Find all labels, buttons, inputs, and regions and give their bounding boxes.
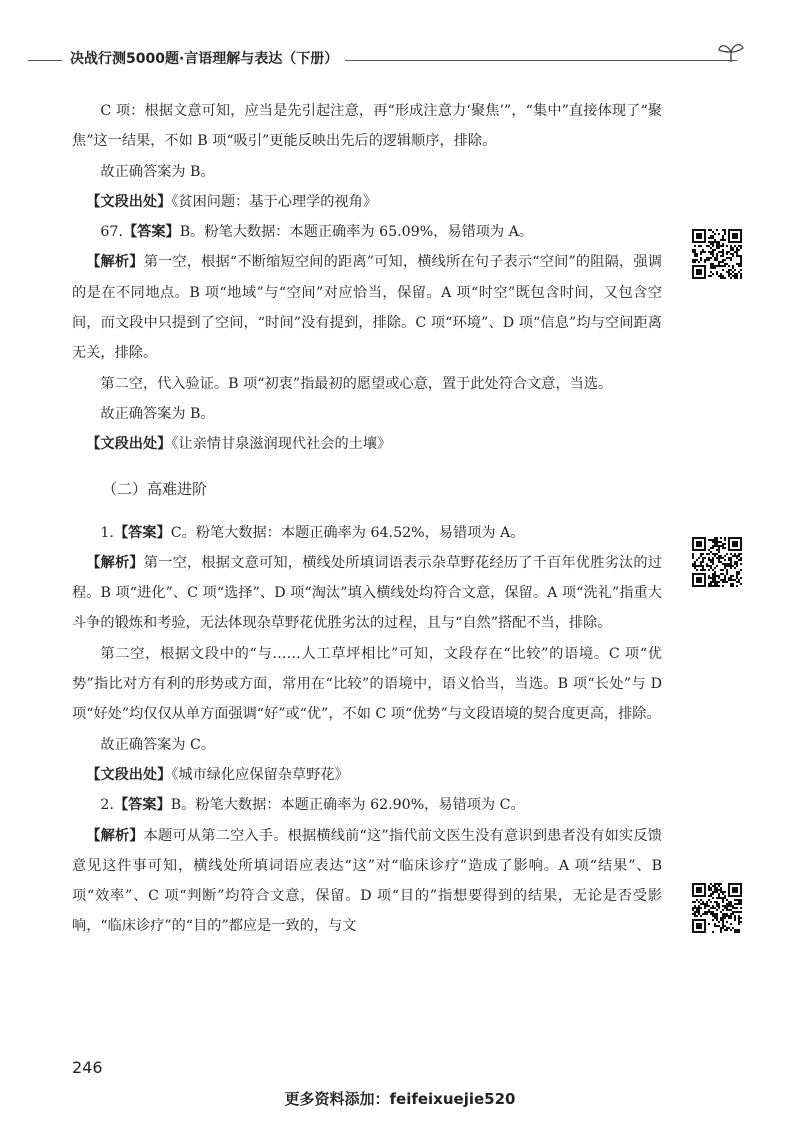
answer-label: 【答案】 [113, 797, 171, 814]
question-number: 1. [100, 524, 114, 541]
paragraph: 故正确答案为 B。 [100, 163, 215, 180]
paragraph: 故正确答案为 B。 [100, 405, 215, 422]
answer-label: 【答案】 [113, 524, 171, 541]
sprout-icon [717, 40, 745, 64]
question-number: 2. [100, 797, 114, 814]
footer-note: 更多资料添加：feifeixuejie520 [284, 1090, 516, 1108]
answer-line: 2.【答案】B。粉笔大数据：本题正确率为 62.90%，易错项为 C。 [100, 797, 525, 814]
question-number: 67. [100, 224, 123, 241]
source-label: 【文段出处】 [86, 436, 172, 453]
section-heading: （二）高难进阶 [102, 479, 208, 498]
paragraph: 第二空，根据文段中的“与……人工草坪相比”可知，文段存在“比较”的语境。C 项“优势”指比对方有利的形势或方面，常用在“比较”的语境中，语义恰当，当选。B 项“长处”与 D 项“好处”均仅仅从单方面强调“好”或“优”，不如 C 项“优势”与文段语境的契合度更高，排除。 [72, 645, 662, 723]
answer-line: 1.【答案】C。粉笔大数据：本题正确率为 64.52%，易错项为 A。 [100, 524, 525, 541]
analysis-label: 【解析】 [86, 254, 144, 271]
header-rule-right [345, 60, 737, 61]
header-title: 决战行测5000题·言语理解与表达（下册） [70, 51, 339, 67]
source-line: 【文段出处】《城市绿化应保留杂草野花》 [86, 766, 349, 783]
analysis-paragraph: 【解析】第一空，根据文意可知，横线处所填词语表示杂草野花经历了千百年优胜劣汰的过程。B 项“进化”、C 项“选择”、D 项“淘汰”填入横线处均符合文意，保留。A 项“洗礼”指重大斗争的锻炼和考验，无法体现杂草野花优胜劣汰的过程，且与“自然”搭配不当，排除。 [72, 554, 662, 632]
page-body [72, 96, 662, 942]
source-label: 【文段出处】 [86, 766, 172, 783]
qr-code-q67[interactable] [692, 229, 742, 279]
source-line: 【文段出处】《让亲情甘泉滋润现代社会的土壤》 [86, 436, 392, 453]
page-number: 246 [72, 1058, 103, 1077]
source-label: 【文段出处】 [86, 193, 172, 210]
paragraph: 第二空，代入验证。B 项“初衷”指最初的愿望或心意，置于此处符合文意，当选。 [100, 375, 613, 392]
analysis-paragraph: 【解析】本题可从第二空入手。根据横线前“这”指代前文医生没有意识到患者没有如实反馈意见这件事可知，横线处所填词语应表达“这”对“临床诊疗”造成了影响。A 项“结果”、B 项“效率”、C 项“判断”均符合文意，保留。D 项“目的”指想要得到的结果，无论是否受影响，“临床诊疗”的“目的”都应是一致的，与文 [72, 827, 662, 935]
qr-code-q2[interactable] [692, 883, 742, 933]
analysis-label: 【解析】 [86, 827, 144, 844]
answer-line: 67.【答案】B。粉笔大数据：本题正确率为 65.09%，易错项为 A。 [100, 224, 534, 241]
analysis-label: 【解析】 [86, 554, 144, 571]
source-line: 【文段出处】《贫困问题：基于心理学的视角》 [86, 193, 378, 210]
qr-code-q1[interactable] [692, 537, 742, 587]
analysis-paragraph: 【解析】第一空，根据“不断缩短空间的距离”可知，横线所在句子表示“空间”的阻隔，强调的是在不同地点。B 项“地域”与“空间”对应恰当，保留。A 项“时空”既包含时间，又包含空间，而文段中只提到了空间，“时间”没有提到，排除。C 项“环境”、D 项“信息”均与空间距离无关，排除。 [72, 254, 662, 362]
header-rule-left [28, 60, 62, 61]
paragraph: 故正确答案为 C。 [100, 736, 216, 753]
answer-label: 【答案】 [122, 224, 180, 241]
running-header [0, 40, 800, 70]
paragraph: C 项：根据文意可知，应当是先引起注意，再“形成注意力‘聚焦’”，“集中”直接体现了“聚焦”这一结果，不如 B 项“吸引”更能反映出先后的逻辑顺序，排除。 [72, 103, 662, 150]
